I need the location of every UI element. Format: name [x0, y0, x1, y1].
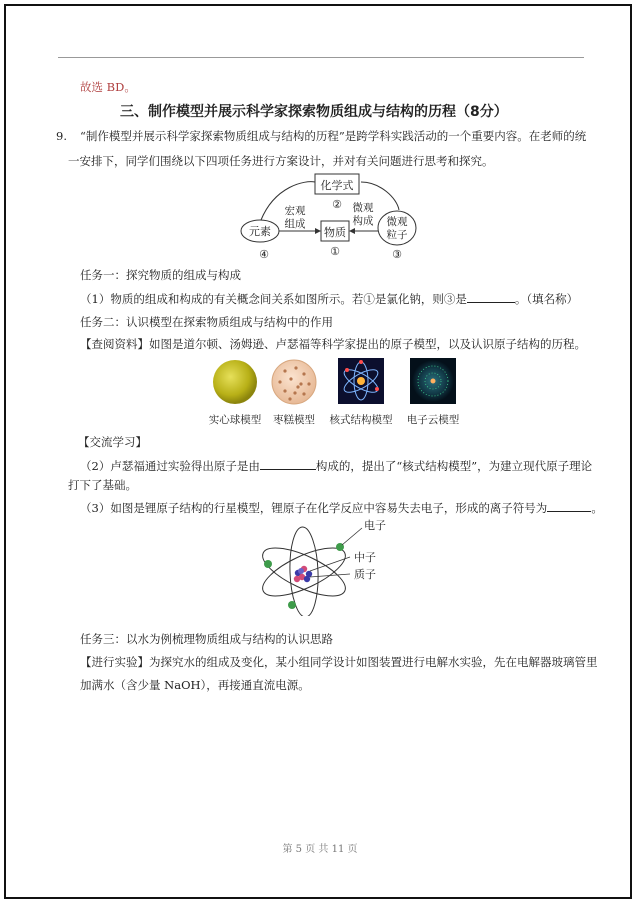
micro-label-1: 微观: [352, 202, 374, 214]
label-electron: 电子: [364, 519, 386, 532]
q2-blank: [260, 457, 316, 470]
q1-after: 。（填名称）: [514, 292, 579, 306]
q1-line: [80, 290, 578, 307]
ellipse-element-label: 元素: [249, 225, 271, 238]
caption-plum-pudding: 枣糕模型: [273, 414, 315, 426]
label-proton: 质子: [354, 568, 376, 581]
q3-text: （3）如图是锂原子结构的行星模型，锂原子在化学反应中容易失去电子，形成的离子符号为: [80, 501, 548, 515]
caption-nuclear: 核式结构模型: [329, 414, 393, 426]
task3-title: 任务三：以水为例梳理物质组成与结构的认识思路: [80, 632, 333, 646]
q2-after: 构成的，提出了“核式结构模型”，为建立现代原子理论: [315, 459, 593, 473]
macro-label-1: 宏观: [284, 205, 306, 217]
ellipse-particle-label-2: 粒子: [386, 229, 408, 241]
electron-dot-3: [288, 601, 296, 609]
task1-title: 任务一：探究物质的组成与构成: [80, 268, 241, 282]
caption-electron-cloud: 电子云模型: [406, 414, 460, 426]
macro-label-2: 组成: [284, 218, 306, 230]
num-particle: ③: [392, 248, 402, 261]
concept-diagram: [235, 168, 425, 266]
box-formula-label: 化学式: [320, 179, 354, 192]
q2-line-2: 打下了基础。: [68, 478, 137, 492]
solid-sphere-model-image: [210, 358, 260, 406]
q3-blank: [547, 499, 591, 512]
caption-solid-sphere: 实心球模型: [208, 414, 262, 426]
electron-cloud-model-image: [410, 358, 456, 404]
ellipse-particle-label-1: 微观: [386, 216, 408, 228]
q2-line: [80, 457, 592, 474]
q1-blank: [467, 290, 515, 303]
num-formula: ②: [332, 198, 342, 211]
task2-info: 【查阅资料】如图是道尔顿、汤姆逊、卢瑟福等科学家提出的原子模型，以及认识原子结构的历程。: [80, 337, 586, 351]
intro-line-1: “制作模型并展示科学家探索物质组成与结构的历程”是跨学科实践活动的一个重要内容。在老师的统: [80, 129, 587, 143]
section-heading: 三、制作模型并展示科学家探索物质组成与结构的历程（8分）: [120, 104, 508, 120]
q2-text: （2）卢瑟福通过实验得出原子是由: [80, 459, 260, 473]
task2-title: 任务二：认识模型在探索物质组成与结构中的作用: [80, 315, 333, 329]
intro-line-2: 一安排下，同学们围绕以下四项任务进行方案设计，并对有关问题进行思考和探究。: [68, 154, 494, 168]
q1-text: （1）物质的组成和构成的有关概念间关系如图所示。若①是氯化钠，则③是: [80, 292, 467, 306]
page-footer: 第 5 页 共 11 页: [282, 844, 358, 855]
num-element: ④: [259, 248, 269, 261]
num-substance: ①: [330, 245, 340, 258]
label-neutron: 中子: [354, 551, 376, 564]
pointer-proton: [310, 574, 350, 577]
header-rule: [58, 57, 584, 58]
exchange-title: 【交流学习】: [78, 435, 147, 449]
answer-note: 故选 BD。: [80, 80, 136, 94]
plum-pudding-model-image: [268, 358, 320, 406]
pointer-electron: [342, 528, 362, 545]
q3-line: [80, 499, 603, 516]
nuclear-model-image: [338, 358, 384, 404]
box-substance-label: 物质: [324, 226, 346, 239]
electron-dot-2: [264, 560, 272, 568]
experiment-line-2: 加满水（含少量 NaOH），再接通直流电源。: [80, 678, 310, 692]
micro-label-2: 构成: [352, 215, 374, 227]
q3-after: 。: [591, 501, 603, 515]
experiment-line-1: 【进行实验】为探究水的组成及变化，某小组同学设计如图装置进行电解水实验，先在电解器玻璃管里: [80, 655, 598, 669]
question-number: 9.: [56, 129, 67, 143]
